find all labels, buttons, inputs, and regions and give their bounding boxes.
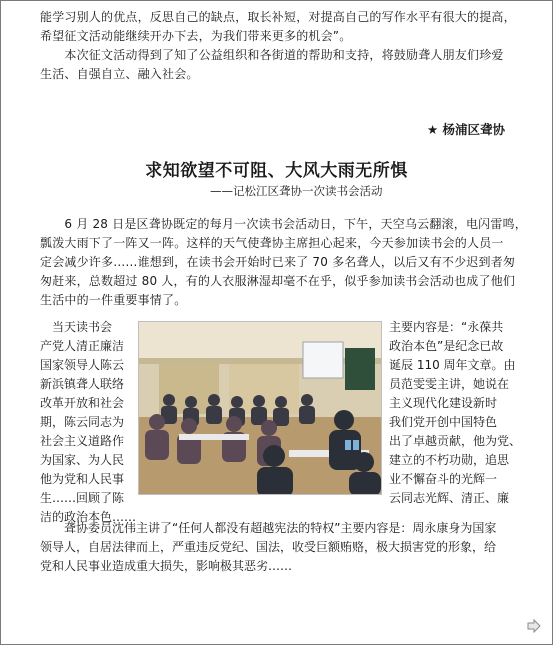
intro-line: 能学习别人的优点，反思自己的缺点，取长补短，对提高自己的写作水平有很大的提高，	[40, 10, 516, 24]
intro-line: 生活、自强自立、融入社会。	[40, 67, 199, 81]
right-col-line: 员范雯雯主讲，她说在	[389, 377, 510, 391]
intro-line: 希望征文活动能继续开办下去，为我们带来更多的机会”。	[40, 29, 352, 43]
intro-paragraph	[40, 8, 518, 84]
intro-line: 本次征文活动得到了知了公益组织和各街道的帮助和支持，将鼓励聋人朋友们珍爱	[40, 48, 504, 62]
paragraph-line: 领导人，自居法律而上，严重违反党纪、国法，收受巨额贿赂，极大损害党的形象，给	[40, 540, 497, 554]
left-col-line: 产党人清正廉洁	[40, 339, 125, 353]
left-col-line: 为国家、为人民	[40, 453, 125, 467]
wrapped-text-left	[40, 318, 136, 527]
left-col-line: 国家领导人陈云	[40, 358, 125, 372]
right-col-line: 主要内容是：“永葆共	[389, 320, 504, 334]
author-signature: ★ 杨浦区聋协	[426, 122, 505, 137]
right-col-line: 诞辰 110 周年文章。由	[389, 358, 516, 372]
wrapped-text-right	[389, 318, 522, 508]
paragraph-line: 党和人民事业造成重大损失，影响极其恶劣……	[40, 559, 293, 573]
left-col-line: 改革开放和社会	[40, 396, 125, 410]
article-title: 求知欲望不可阻、大风大雨无所惧	[145, 161, 408, 181]
right-col-line: 政治本色”是纪念已故	[389, 339, 504, 353]
article-subtitle: ——记松江区聋协一次读书会活动	[210, 184, 383, 198]
paragraph-line: 聋协委员沈伟主讲了“任何人都没有超越宪法的特权”主要内容是：周永康身为国家	[40, 521, 497, 535]
left-col-line: 期，陈云同志为	[40, 415, 125, 429]
right-col-line: 建立的不朽功勋，追思	[389, 453, 510, 467]
paragraph-line: 定会减少许多……谁想到，在读书会开始时已来了 70 多名聋人，以后又有不少迟到者匆	[40, 255, 516, 269]
right-col-line: 我们党开创中国特色	[389, 415, 498, 429]
left-col-line: 社会主义道路作	[40, 434, 125, 448]
next-page-arrow-icon[interactable]	[527, 618, 541, 632]
paragraph-line: 瓢泼大雨下了一阵又一阵。这样的天气使聋协主席担心起来，今天参加读书会的人员一	[40, 236, 504, 250]
event-photo	[138, 321, 382, 495]
left-col-line: 新浜镇聋人联络	[40, 377, 125, 391]
article-paragraph-1	[40, 215, 527, 310]
paragraph-line: 生活中的一件重要事情了。	[40, 293, 187, 307]
right-col-line: 业不懈奋斗的光辉一	[389, 472, 498, 486]
paragraph-line: 匆赶来，总数超过 80 人，有的人衣服淋湿却毫不在乎，似乎参加读书会活动也成了他们	[40, 274, 516, 288]
right-col-line: 出了卓越贡献，他为党、	[389, 434, 522, 448]
article-paragraph-3	[40, 519, 518, 576]
left-col-line: 当天读书会	[40, 320, 113, 334]
paragraph-line: 6 月 28 日是区聋协既定的每月一次读书会活动日，下午，天空乌云翻滚，电闪雷鸣，	[40, 217, 527, 231]
right-col-line: 主义现代化建设新时	[389, 396, 498, 410]
left-col-line: 生……回顾了陈	[40, 491, 125, 505]
left-col-line: 他为党和人民事	[40, 472, 125, 486]
continuation-line: 洁的政治本色……	[40, 510, 137, 524]
right-col-line: 云同志光辉、清正、廉	[389, 491, 510, 505]
